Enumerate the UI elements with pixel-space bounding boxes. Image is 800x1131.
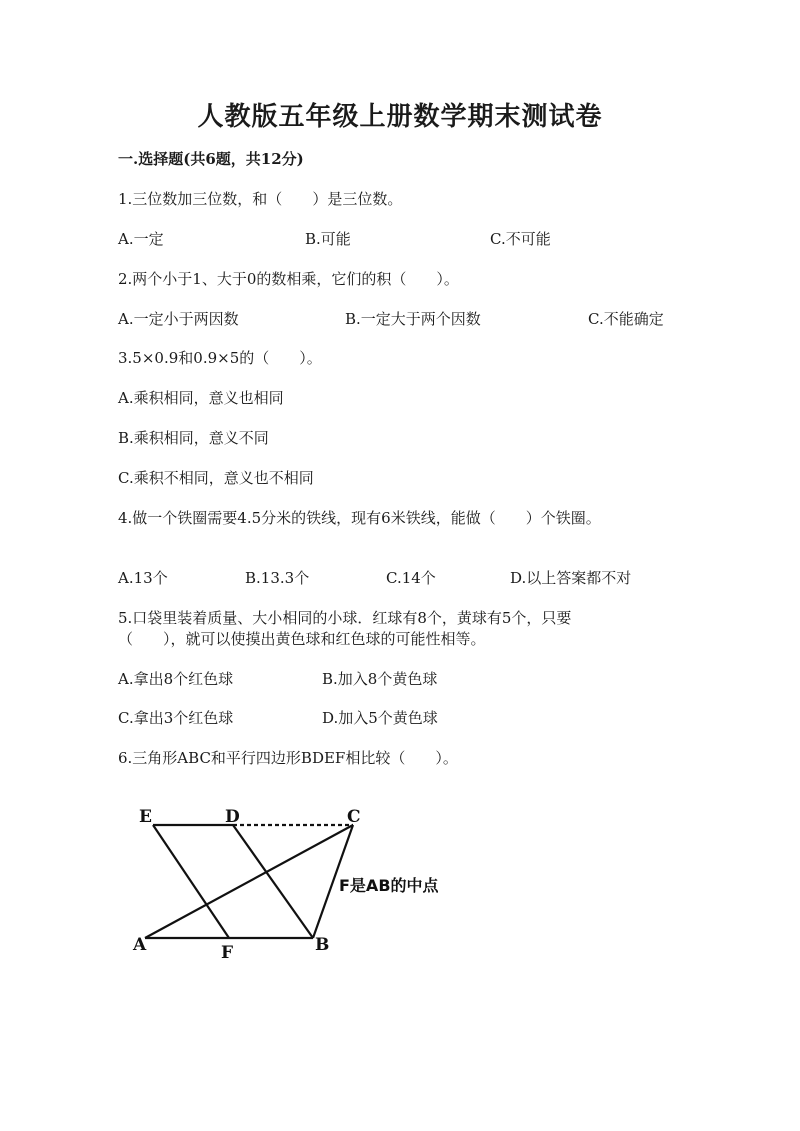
question-5-option-b: B.加入8个黄色球 bbox=[322, 670, 438, 688]
label-c: C bbox=[347, 807, 361, 827]
question-2-stem: 2.两个小于1、大于0的数相乘，它们的积（ ）。 bbox=[118, 270, 459, 288]
question-1-option-b: B.可能 bbox=[305, 230, 351, 248]
question-2-option-b: B.一定大于两个因数 bbox=[345, 310, 481, 328]
label-d: D bbox=[225, 807, 240, 827]
question-2-option-c: C.不能确定 bbox=[588, 310, 664, 328]
label-e: E bbox=[139, 807, 152, 827]
page-title: 人教版五年级上册数学期末测试卷 bbox=[197, 102, 603, 132]
label-f: F bbox=[221, 943, 234, 963]
question-3-stem: 3.5×0.9和0.9×5的（ ）。 bbox=[118, 349, 322, 367]
question-3-option-b: B.乘积相同，意义不同 bbox=[118, 429, 269, 447]
question-5-stem-line-1: 5.口袋里装着质量、大小相同的小球．红球有8个，黄球有5个，只要 bbox=[118, 609, 572, 627]
question-4-stem: 4.做一个铁圈需要4.5分米的铁线，现有6米铁线，能做（ ）个铁圈。 bbox=[118, 509, 601, 527]
question-1-stem: 1.三位数加三位数，和（ ）是三位数。 bbox=[118, 190, 403, 208]
segment-ef bbox=[153, 825, 229, 938]
question-3-option-a: A.乘积相同，意义也相同 bbox=[118, 389, 284, 407]
question-5-stem-line-2: （ ），就可以使摸出黄色球和红色球的可能性相等。 bbox=[118, 630, 486, 648]
question-1-option-a: A.一定 bbox=[118, 230, 164, 248]
section-heading: 一.选择题(共6题，共12分) bbox=[118, 150, 304, 168]
question-2-option-a: A.一定小于两因数 bbox=[118, 310, 239, 328]
question-6-stem: 6.三角形ABC和平行四边形BDEF相比较（ ）。 bbox=[118, 749, 458, 767]
question-5-option-c: C.拿出3个红色球 bbox=[118, 709, 234, 727]
geometry-figure bbox=[125, 798, 505, 973]
question-4-option-b: B.13.3个 bbox=[245, 569, 310, 587]
label-a: A bbox=[133, 935, 147, 955]
question-5-option-a: A.拿出8个红色球 bbox=[118, 670, 234, 688]
label-b: B bbox=[315, 935, 330, 955]
question-4-option-a: A.13个 bbox=[118, 569, 168, 587]
question-3-option-c: C.乘积不相同，意义也不相同 bbox=[118, 469, 314, 487]
question-4-option-d: D.以上答案都不对 bbox=[510, 569, 632, 587]
figure-note: F是AB的中点 bbox=[339, 876, 439, 895]
segment-ac bbox=[145, 825, 353, 938]
question-5-option-d: D.加入5个黄色球 bbox=[322, 709, 438, 727]
question-1-option-c: C.不可能 bbox=[490, 230, 551, 248]
segment-db bbox=[233, 825, 313, 938]
question-4-option-c: C.14个 bbox=[386, 569, 436, 587]
